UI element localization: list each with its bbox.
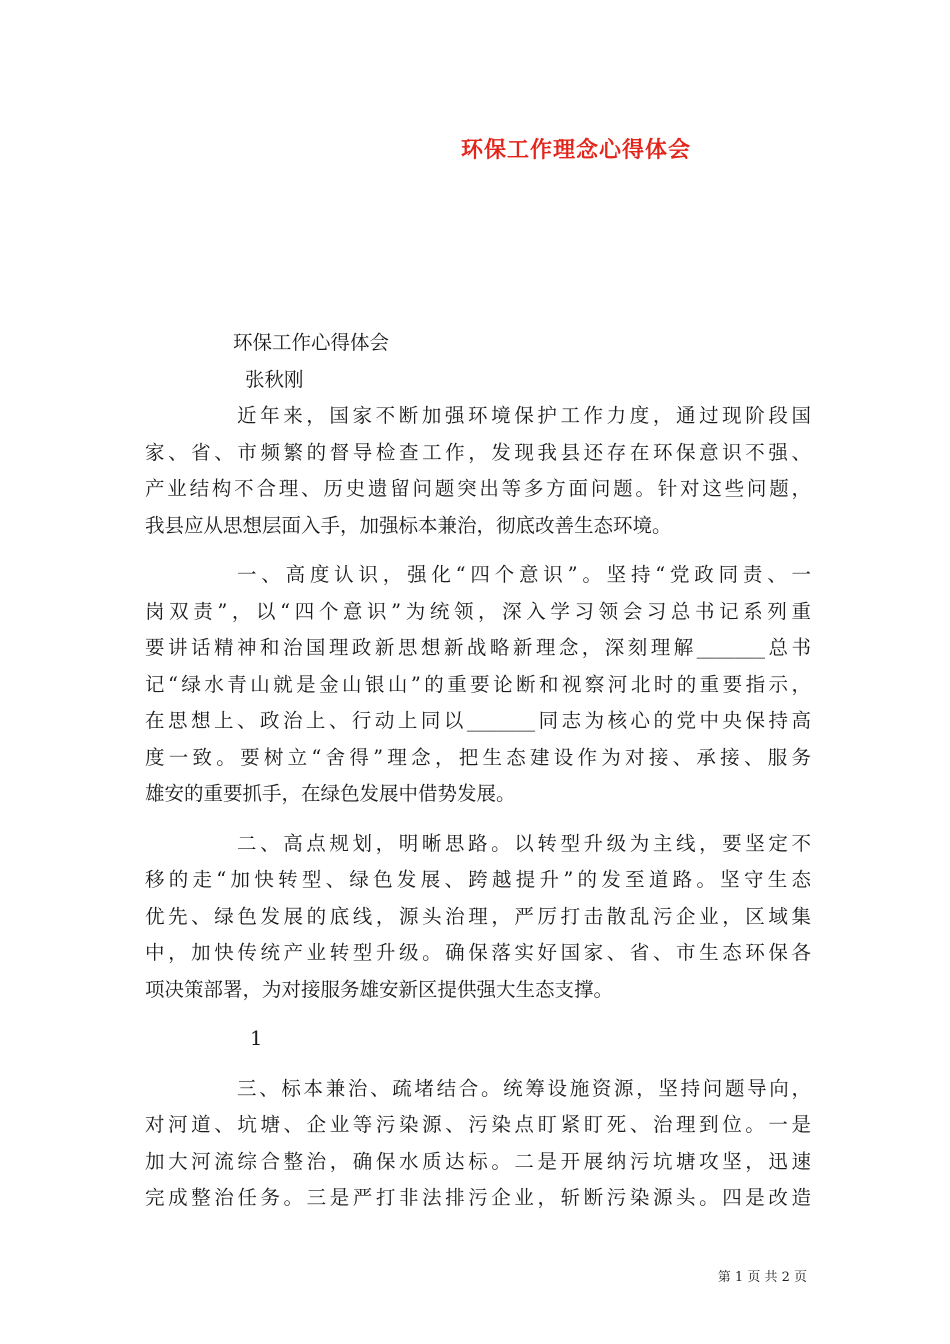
paragraph-line: 二、高点规划，明晰思路。以转型升级为主线，要坚定不: [237, 831, 811, 855]
paragraph-line: 中，加快传统产业转型升级。确保落实好国家、省、市生态环保各: [145, 941, 811, 964]
paragraph-3: [145, 826, 811, 1009]
document-body: [145, 325, 811, 1217]
page-footer: 第 1 页 共 2 页: [717, 1270, 807, 1285]
subtitle: 环保工作心得体会: [233, 331, 390, 354]
paragraph-1: [145, 398, 811, 544]
paragraph-line: 近年来，国家不断加强环境保护工作力度，通过现阶段国: [237, 404, 811, 427]
paragraph-line: 要讲话精神和治国理政新思想新战略新理念，深刻理解_______总书: [145, 636, 811, 659]
paragraph-line: 加大河流综合整治，确保水质达标。二是开展纳污坑塘攻坚，迅速: [145, 1149, 811, 1173]
paragraph-line: 完成整治任务。三是严打非法排污企业，斩断污染源头。四是改造: [145, 1186, 811, 1209]
paragraph-line: 产业结构不合理、历史遗留问题突出等多方面问题。针对这些问题，: [145, 477, 811, 500]
paragraph-gap: [145, 544, 811, 557]
paragraph-line: 岗双责”，以“四个意识”为统领，深入学习领会习总书记系列重: [145, 599, 811, 623]
author: 张秋刚: [245, 367, 304, 391]
paragraph-line: 项决策部署，为对接服务雄安新区提供强大生态支撑。: [145, 977, 614, 1001]
paragraph-gap: [145, 1058, 811, 1071]
paragraph-4: [145, 1071, 811, 1217]
paragraph-gap: [145, 813, 811, 826]
paragraph-line: 优先、绿色发展的底线，源头治理，严厉打击散乱污企业，区域集: [145, 904, 811, 928]
page-title: 环保工作理念心得体会: [460, 137, 691, 163]
paragraph-line: 移的走“加快转型、绿色发展、跨越提升”的发至道路。坚守生态: [145, 868, 811, 891]
paragraph-line: 一、高度认识，强化“四个意识”。坚持“党政同责、一: [237, 563, 811, 586]
paragraph-line: 记“绿水青山就是金山银山”的重要论断和视察河北时的重要指示，: [145, 672, 811, 696]
paragraph-2: [145, 557, 811, 813]
paragraph-line: 在思想上、政治上、行动上同以_______同志为核心的党中央保持高: [145, 709, 811, 732]
inline-page-number: 1: [250, 1027, 263, 1050]
paragraph-line: 家、省、市频繁的督导检查工作，发现我县还存在环保意识不强、: [145, 440, 811, 464]
paragraph-line: 度一致。要树立“舍得”理念，把生态建设作为对接、承接、服务: [145, 745, 811, 769]
paragraph-line: 对河道、坑塘、企业等污染源、污染点盯紧盯死、治理到位。一是: [145, 1113, 811, 1136]
paragraph-gap: [145, 1008, 811, 1021]
paragraph-line: 三、标本兼治、疏堵结合。统筹设施资源，坚持问题导向，: [237, 1076, 811, 1100]
paragraph-line: 雄安的重要抓手，在绿色发展中借势发展。: [145, 782, 516, 805]
paragraph-line: 我县应从思想层面入手，加强标本兼治，彻底改善生态环境。: [145, 513, 672, 537]
